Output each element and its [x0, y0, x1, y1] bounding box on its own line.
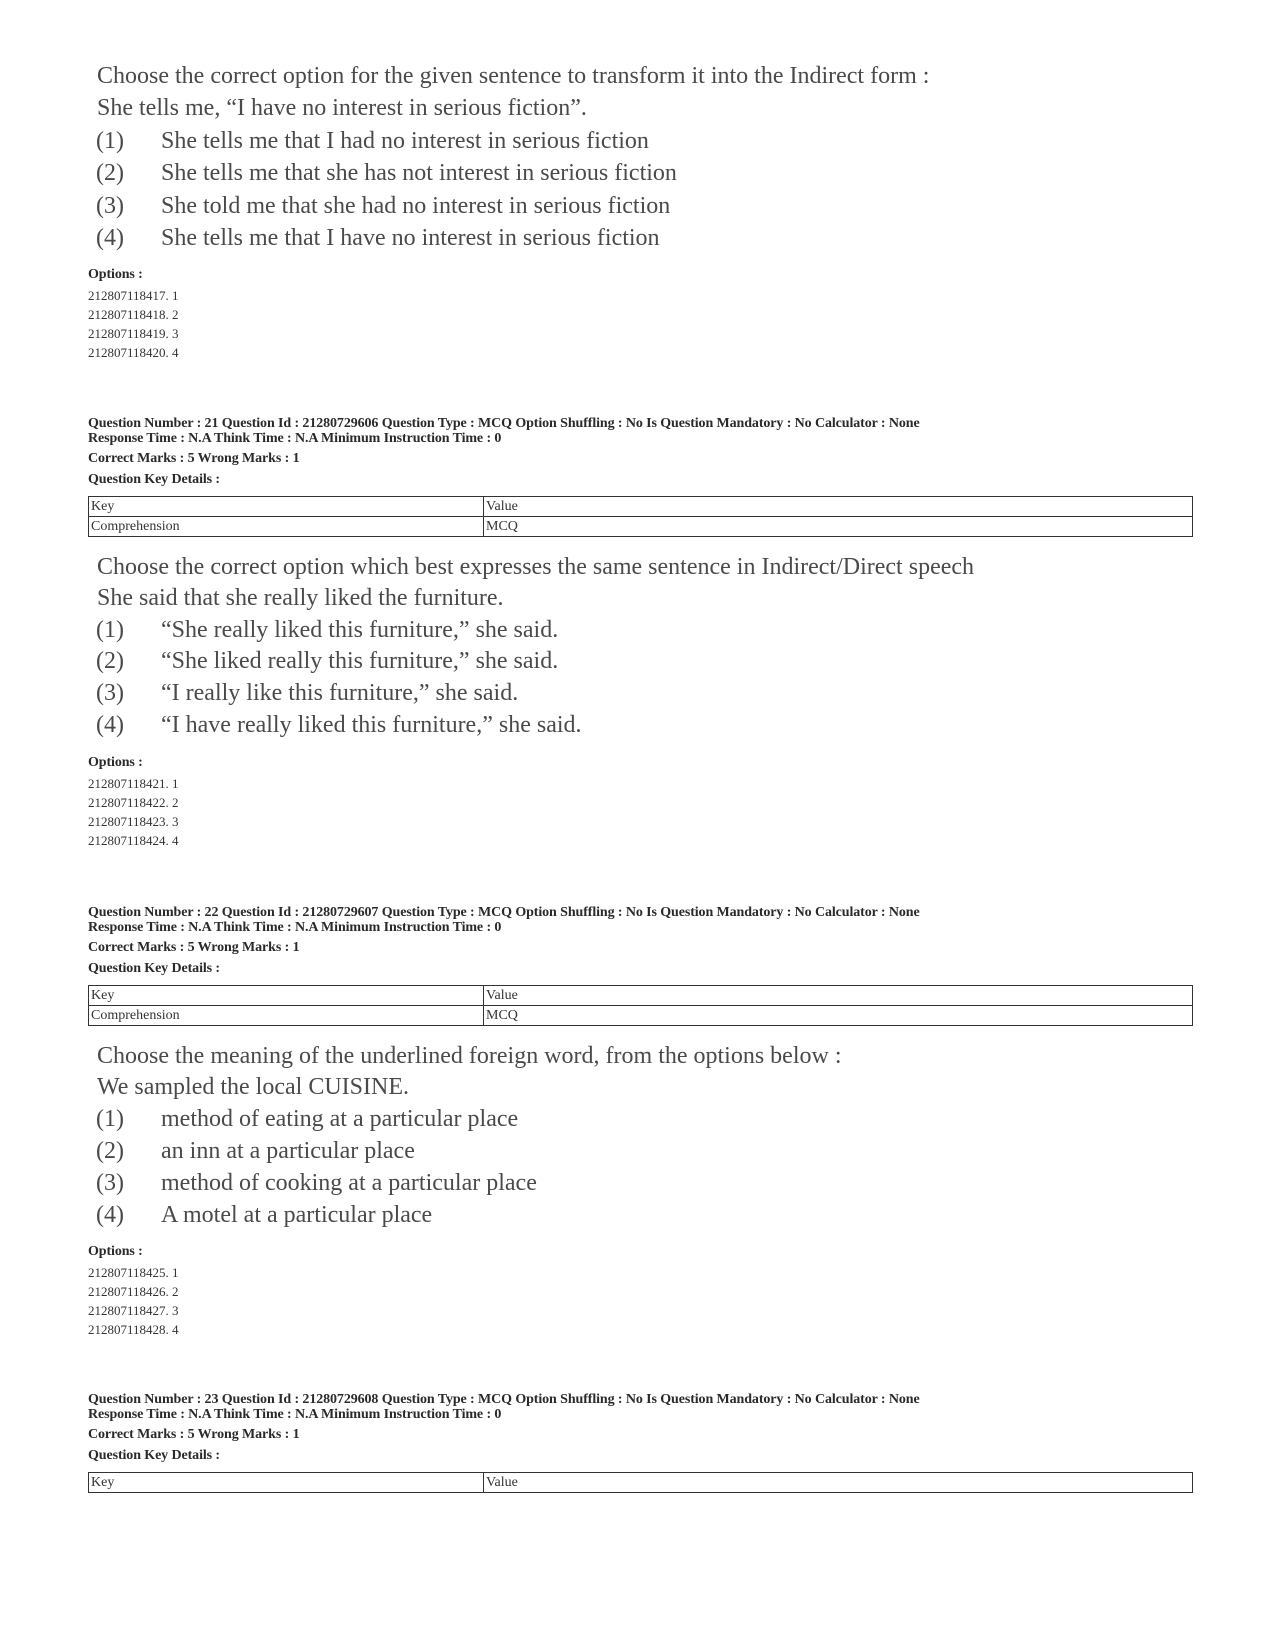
option-text: “She liked really this furniture,” she said.	[161, 648, 559, 674]
table-header-key: Key	[89, 497, 484, 517]
option-id: 212807118418. 2	[88, 307, 179, 322]
table-cell-key: Comprehension	[89, 1006, 484, 1026]
table-header-value: Value	[484, 986, 1193, 1006]
option-number: (2)	[96, 648, 124, 674]
question-sentence: She said that she really liked the furniture.	[97, 585, 504, 611]
question-meta: Question Number : 23 Question Id : 21280729608 Question Type : MCQ Option Shuffling : No Is Question Mandatory : No Calculator : None	[88, 1392, 920, 1407]
key-details-label: Question Key Details :	[88, 472, 220, 487]
option-id: 212807118428. 4	[88, 1322, 179, 1337]
question-marks: Correct Marks : 5 Wrong Marks : 1	[88, 1427, 300, 1442]
question-statement: Choose the correct option which best expresses the same sentence in Indirect/Direct speech	[97, 554, 975, 580]
table-header-value: Value	[484, 1473, 1193, 1493]
key-details-label: Question Key Details :	[88, 961, 220, 976]
option-id: 212807118423. 3	[88, 814, 179, 829]
question-sentence: She tells me, “I have no interest in serious fiction”.	[97, 95, 587, 121]
option-number: (1)	[96, 617, 124, 643]
option-text: A motel at a particular place	[161, 1202, 433, 1228]
question-meta: Question Number : 22 Question Id : 21280729607 Question Type : MCQ Option Shuffling : No Is Question Mandatory : No Calculator : None	[88, 905, 920, 920]
option-text: “I really like this furniture,” she said.	[161, 680, 519, 706]
option-number: (3)	[96, 193, 124, 219]
table-cell-value: MCQ	[484, 1006, 1193, 1026]
option-id: 212807118421. 1	[88, 776, 179, 791]
table-cell-value: MCQ	[484, 517, 1193, 537]
option-number: (1)	[96, 1106, 124, 1132]
question-key-table	[88, 496, 1193, 537]
option-id: 212807118417. 1	[88, 288, 179, 303]
question-key-table	[88, 1472, 1193, 1493]
option-id: 212807118426. 2	[88, 1284, 179, 1299]
table-header-row	[89, 1473, 1193, 1493]
option-number: (4)	[96, 1202, 124, 1228]
table-header-key: Key	[89, 1473, 484, 1493]
option-text: She told me that she had no interest in serious fiction	[161, 193, 671, 219]
table-header-key: Key	[89, 986, 484, 1006]
question-timing: Response Time : N.A Think Time : N.A Minimum Instruction Time : 0	[88, 1407, 502, 1422]
table-header-row	[89, 497, 1193, 517]
table-header-value: Value	[484, 497, 1193, 517]
option-text: method of cooking at a particular place	[161, 1170, 537, 1196]
option-text: She tells me that I have no interest in serious fiction	[161, 225, 660, 251]
question-meta: Question Number : 21 Question Id : 21280729606 Question Type : MCQ Option Shuffling : No Is Question Mandatory : No Calculator : None	[88, 416, 920, 431]
option-id: 212807118420. 4	[88, 345, 179, 360]
option-number: (1)	[96, 128, 124, 154]
table-header-row	[89, 986, 1193, 1006]
option-number: (4)	[96, 225, 124, 251]
option-number: (3)	[96, 680, 124, 706]
option-text: method of eating at a particular place	[161, 1106, 519, 1132]
option-number: (2)	[96, 1138, 124, 1164]
option-id: 212807118427. 3	[88, 1303, 179, 1318]
question-marks: Correct Marks : 5 Wrong Marks : 1	[88, 451, 300, 466]
table-row	[89, 1006, 1193, 1026]
question-timing: Response Time : N.A Think Time : N.A Minimum Instruction Time : 0	[88, 431, 502, 446]
options-label: Options :	[88, 267, 143, 282]
question-timing: Response Time : N.A Think Time : N.A Minimum Instruction Time : 0	[88, 920, 502, 935]
table-cell-key: Comprehension	[89, 517, 484, 537]
option-id: 212807118422. 2	[88, 795, 179, 810]
option-number: (4)	[96, 712, 124, 738]
option-text: She tells me that I had no interest in serious fiction	[161, 128, 649, 154]
option-text: an inn at a particular place	[161, 1138, 415, 1164]
option-id: 212807118419. 3	[88, 326, 179, 341]
option-number: (3)	[96, 1170, 124, 1196]
option-id: 212807118424. 4	[88, 833, 179, 848]
question-sentence: We sampled the local CUISINE.	[97, 1074, 409, 1100]
table-row	[89, 517, 1193, 537]
options-label: Options :	[88, 755, 143, 770]
question-marks: Correct Marks : 5 Wrong Marks : 1	[88, 940, 300, 955]
question-statement: Choose the correct option for the given sentence to transform it into the Indirect form :	[97, 63, 930, 89]
option-text: “She really liked this furniture,” she said.	[161, 617, 559, 643]
options-label: Options :	[88, 1244, 143, 1259]
question-statement: Choose the meaning of the underlined foreign word, from the options below :	[97, 1043, 842, 1069]
key-details-label: Question Key Details :	[88, 1448, 220, 1463]
option-text: “I have really liked this furniture,” she said.	[161, 712, 582, 738]
option-number: (2)	[96, 160, 124, 186]
question-key-table	[88, 985, 1193, 1026]
option-text: She tells me that she has not interest in serious fiction	[161, 160, 677, 186]
option-id: 212807118425. 1	[88, 1265, 179, 1280]
